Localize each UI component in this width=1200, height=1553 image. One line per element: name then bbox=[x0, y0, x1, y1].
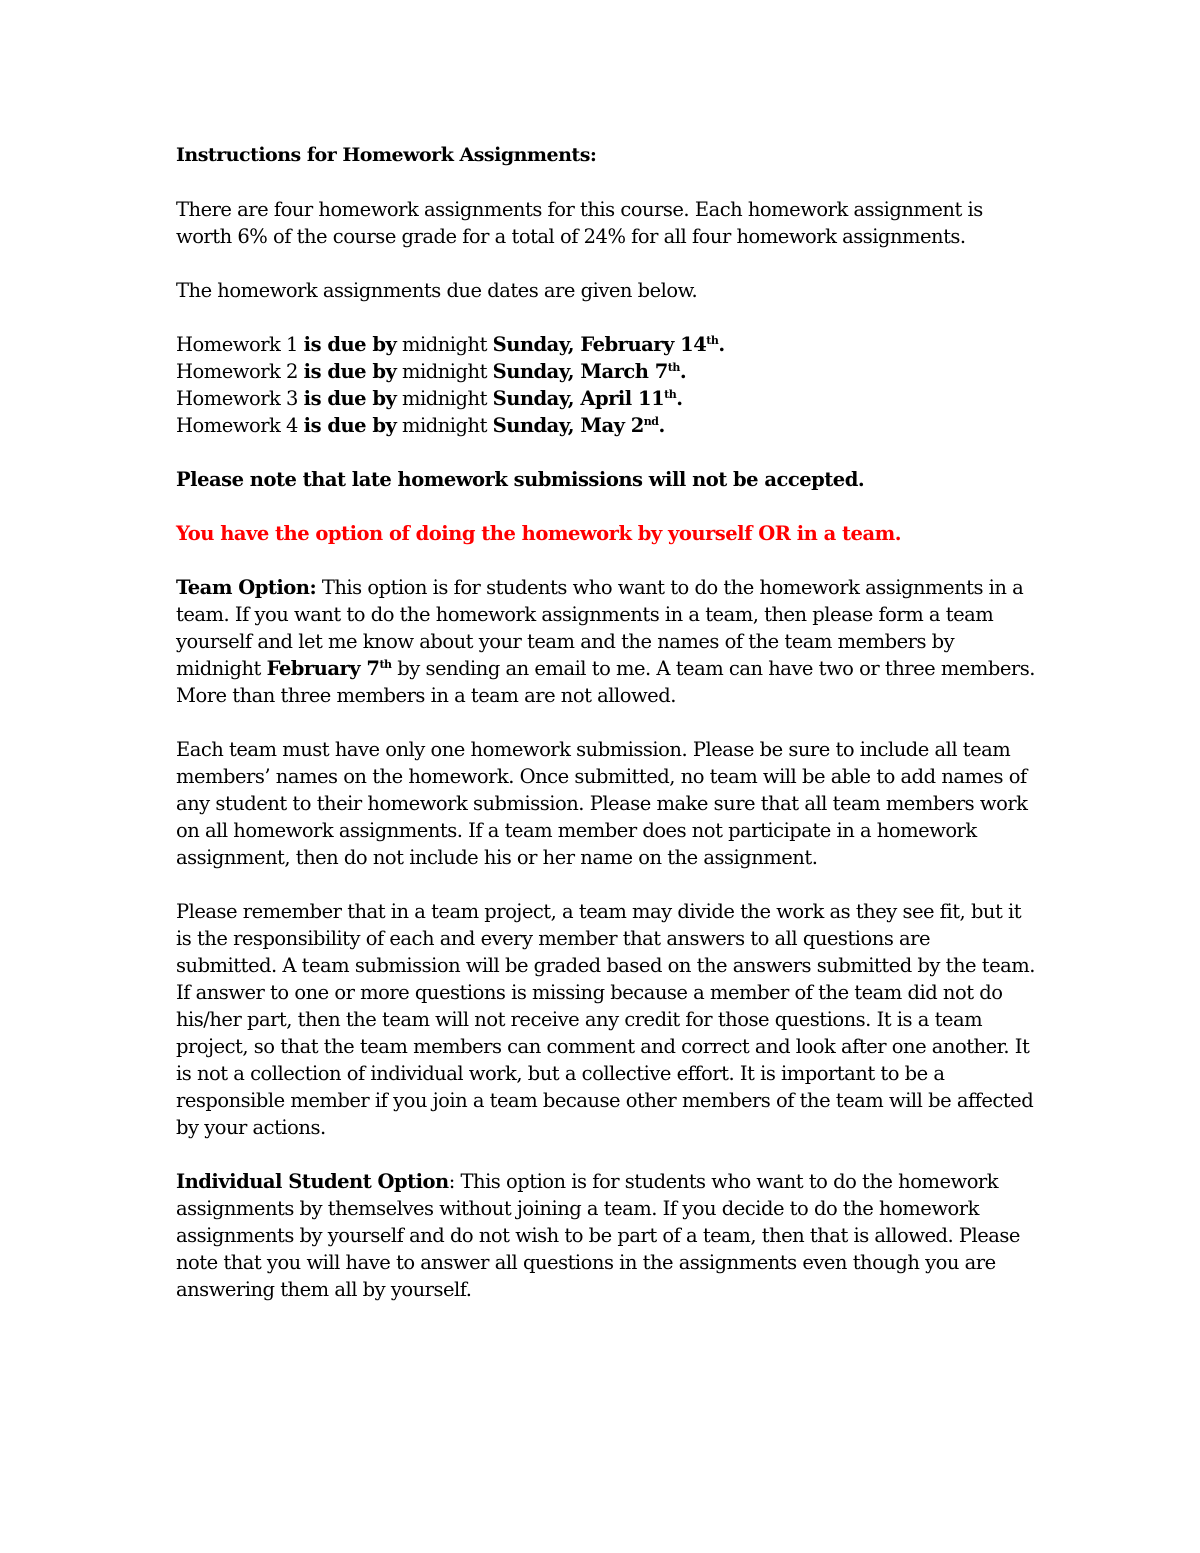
individual-option-paragraph: Individual Student Option: This option is for students who want to do the homework assignments by themselves without joining a team. If you decide to do the homework assignments by yourself and do not wish to be part of a team, then that is allowed. Please note that you will have to answer all questions in the assignments even though you are answering them all by yourself. bbox=[176, 1170, 1020, 1301]
option-note: You have the option of doing the homework by yourself OR in a team. bbox=[176, 522, 902, 545]
due-date-item: Homework 4 is due by midnight Sunday, May 2nd. bbox=[176, 414, 665, 437]
individual-option-label: Individual Student Option bbox=[176, 1170, 449, 1193]
document-body bbox=[176, 142, 1036, 1330]
due-date-item: Homework 2 is due by midnight Sunday, March 7th. bbox=[176, 360, 687, 383]
team-deadline: February 7 bbox=[266, 657, 380, 680]
page-title: Instructions for Homework Assignments: bbox=[176, 144, 597, 166]
due-date-item: Homework 3 is due by midnight Sunday, April 11th. bbox=[176, 387, 683, 410]
team-option-label: Team Option: bbox=[176, 576, 317, 599]
team-option-paragraph: Team Option: This option is for students who want to do the homework assignments in a team. If you want to do the homework assignments in a team, then please form a team yourself and let me know about your team and the names of the team members by midnight February 7th by sending an email to me. A team can have two or three members. More than three members in a team are not allowed. bbox=[176, 576, 1035, 707]
intro-paragraph: There are four homework assignments for this course. Each homework assignment is worth 6% of the course grade for a total of 24% for all four homework assignments. bbox=[176, 198, 983, 248]
late-submission-note: Please note that late homework submissions will not be accepted. bbox=[176, 468, 865, 491]
due-dates-list bbox=[176, 331, 1036, 439]
due-date-item: Homework 1 is due by midnight Sunday, February 14th. bbox=[176, 333, 725, 356]
team-responsibility-paragraph: Please remember that in a team project, a team may divide the work as they see fit, but it is the responsibility of each and every member that answers to all questions are submitted. A team submission will be graded based on the answers submitted by the team. If answer to one or more questions is missing because a member of the team did not do his/her part, then the team will not receive any credit for those questions. It is a team project, so that the team members can comment and correct and look after one another. It is not a collection of individual work, but a collective effort. It is important to be a responsible member if you join a team because other members of the team will be affected by your actions. bbox=[176, 900, 1035, 1139]
due-dates-intro: The homework assignments due dates are given below. bbox=[176, 279, 698, 302]
team-submission-paragraph: Each team must have only one homework submission. Please be sure to include all team members’ names on the homework. Once submitted, no team will be able to add names of any student to their homework submission. Please make sure that all team members work on all homework assignments. If a team member does not participate in a homework assignment, then do not include his or her name on the assignment. bbox=[176, 738, 1028, 869]
